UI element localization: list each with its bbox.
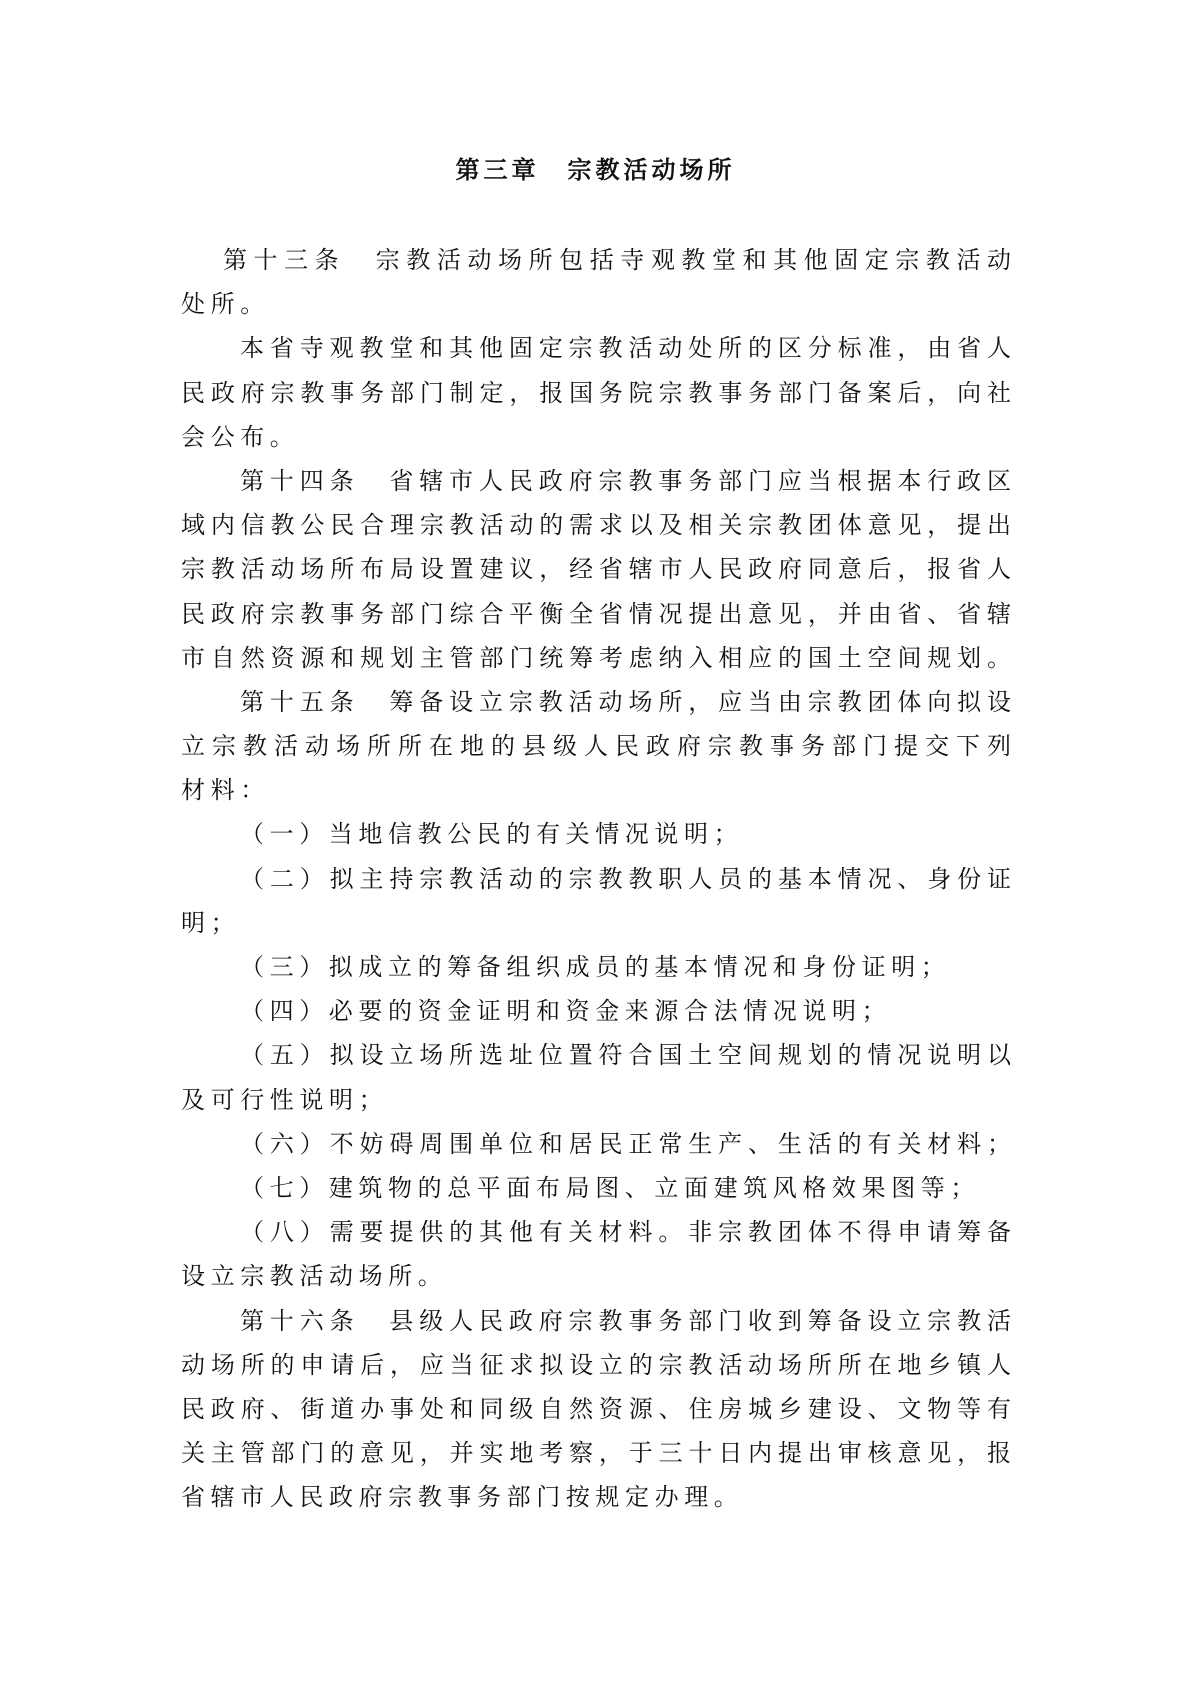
list-item-5: [181, 1033, 1011, 1121]
text-line: 第十五条 筹备设立宗教活动场所，应当由宗教团体向拟设: [240, 687, 1011, 716]
text-line: 明；: [181, 908, 241, 937]
text-line: 民政府宗教事务部门综合平衡全省情况提出意见，并由省、省辖: [181, 599, 1011, 628]
text-line: 宗教活动场所布局设置建议，经省辖市人民政府同意后，报省人: [181, 555, 1011, 584]
text-line: （八）需要提供的其他有关材料。非宗教团体不得申请筹备: [240, 1218, 1011, 1247]
text-line: （六）不妨碍周围单位和居民正常生产、生活的有关材料；: [240, 1129, 1011, 1158]
list-item-7: [181, 1166, 1011, 1210]
text-line: 立宗教活动场所所在地的县级人民政府宗教事务部门提交下列: [181, 732, 1011, 761]
text-line: （一）当地信教公民的有关情况说明；: [240, 820, 744, 849]
text-line: 第十六条 县级人民政府宗教事务部门收到筹备设立宗教活: [240, 1306, 1011, 1335]
list-item-1: [181, 812, 1011, 856]
text-line: （三）拟成立的筹备组织成员的基本情况和身份证明；: [240, 953, 951, 981]
list-item-8: [181, 1210, 1011, 1298]
list-item-2: [181, 857, 1011, 945]
chapter-title: 第三章 宗教活动场所: [455, 156, 736, 184]
text-line: 动场所的申请后，应当征求拟设立的宗教活动场所所在地乡镇人: [181, 1350, 1011, 1379]
article-15-paragraph: [181, 680, 1011, 813]
document-body: [181, 238, 1011, 1519]
article-13-clause-2-paragraph: [181, 326, 1011, 459]
article-13-paragraph: [181, 238, 1011, 326]
text-line: 及可行性说明；: [181, 1085, 389, 1114]
list-item-3: [181, 945, 1011, 989]
list-item-4: [181, 989, 1011, 1033]
text-line: 处所。: [181, 290, 270, 319]
list-item-6: [181, 1122, 1011, 1166]
text-line: 民政府、街道办事处和同级自然资源、住房城乡建设、文物等有: [181, 1394, 1011, 1423]
text-line: 第十三条 宗教活动场所包括寺观教堂和其他固定宗教活动: [223, 246, 1011, 274]
text-line: 材料：: [181, 776, 270, 805]
text-line: 域内信教公民合理宗教活动的需求以及相关宗教团体意见，提出: [181, 511, 1011, 540]
text-line: 关主管部门的意见，并实地考察，于三十日内提出审核意见，报: [181, 1439, 1011, 1468]
text-line: 民政府宗教事务部门制定，报国务院宗教事务部门备案后，向社: [181, 378, 1011, 407]
text-line: （七）建筑物的总平面布局图、立面建筑风格效果图等；: [240, 1173, 980, 1202]
text-line: 省辖市人民政府宗教事务部门按规定办理。: [181, 1483, 744, 1512]
text-line: （四）必要的资金证明和资金来源合法情况说明；: [240, 997, 892, 1026]
text-line: 本省寺观教堂和其他固定宗教活动处所的区分标准，由省人: [240, 334, 1011, 363]
article-14-paragraph: [181, 459, 1011, 680]
text-line: 会公布。: [181, 422, 300, 451]
text-line: （五）拟设立场所选址位置符合国土空间规划的情况说明以: [240, 1041, 1011, 1070]
text-line: 设立宗教活动场所。: [181, 1262, 448, 1291]
text-line: 市自然资源和规划主管部门统筹考虑纳入相应的国土空间规划。: [181, 643, 1011, 672]
text-line: （二）拟主持宗教活动的宗教教职人员的基本情况、身份证: [240, 864, 1011, 893]
article-16-paragraph: [181, 1299, 1011, 1520]
text-line: 第十四条 省辖市人民政府宗教事务部门应当根据本行政区: [240, 466, 1011, 495]
